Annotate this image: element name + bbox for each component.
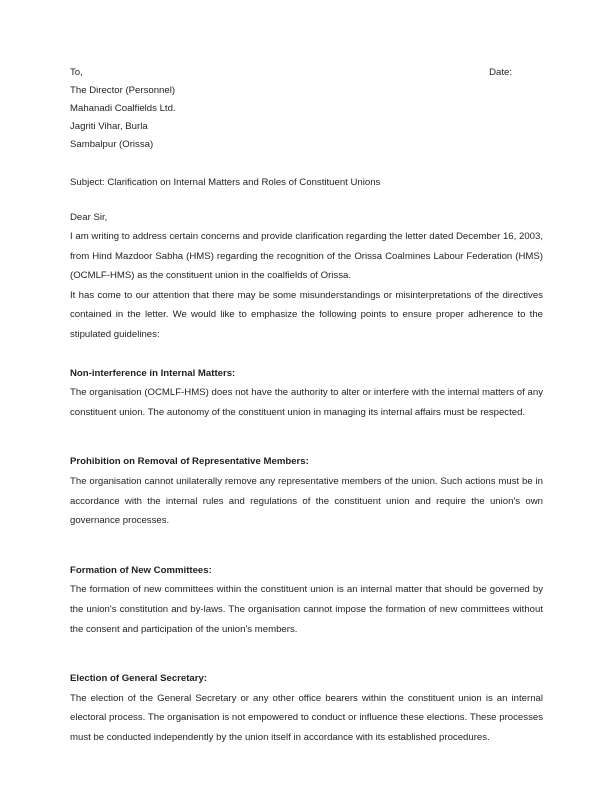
salutation: Dear Sir, xyxy=(70,212,108,223)
section-heading-4: Election of General Secretary: xyxy=(70,673,208,685)
section-formation-committees xyxy=(70,561,543,639)
section-body-3: The formation of new committees within the constituent union is an internal matter that should be governed by the union's constitution and by-laws. The organisation cannot impose the formation of new committees without the consent and participation of the union's members. xyxy=(70,584,543,635)
section-non-interference xyxy=(70,364,543,423)
section-prohibition-removal xyxy=(70,452,543,530)
section-heading-1: Non-interference in Internal Matters: xyxy=(70,367,236,379)
address-line-3: Jagriti Vihar, Burla xyxy=(70,121,148,132)
address-line-2: Mahanadi Coalfields Ltd. xyxy=(70,103,176,114)
body-paragraph-2: It has come to our attention that there may be some misunderstandings or misinterpretations of the directives contained in the letter. We would like to emphasize the following points to ensure proper adherence to the stipulated guidelines: xyxy=(70,289,543,340)
section-body-2: The organisation cannot unilaterally remove any representative members of the union. Such actions must be in accordance with the internal rules and regulations of the constituent union and require the union's own governance processes. xyxy=(70,475,543,527)
letter-header xyxy=(70,64,543,82)
section-body-4: The election of the General Secretary or any other office bearers within the constituent union is an internal electoral process. The organisation is not empowered to conduct or influence these elections. These processes must be conducted independently by the union itself in accordance with its established procedures. xyxy=(70,692,543,743)
section-election-general-secretary xyxy=(70,669,543,747)
recipient-address-block xyxy=(70,82,543,154)
body-paragraph-1: I am writing to address certain concerns and provide clarification regarding the letter dated December 16, 2003, from Hind Mazdoor Sabha (HMS) regarding the recognition of the Orissa Coalmines Labour Federation (HMS) (OCMLF-HMS) as the constituent union in the coalfields of Orissa. xyxy=(70,231,543,282)
letter-content xyxy=(70,64,543,747)
section-heading-2: Prohibition on Removal of Representative Members: xyxy=(70,456,309,468)
section-heading-3: Formation of New Committees: xyxy=(70,564,212,576)
recipient-to-label: To, xyxy=(70,67,83,78)
address-line-1: The Director (Personnel) xyxy=(70,85,176,96)
date-label: Date: xyxy=(489,67,512,78)
subject-line: Subject: Clarification on Internal Matters and Roles of Constituent Unions xyxy=(70,177,381,188)
section-body-1: The organisation (OCMLF-HMS) does not have the authority to alter or interfere with the internal matters of any constituent union. The autonomy of the constituent union in managing its internal affairs must be respected. xyxy=(70,387,543,418)
address-line-4: Sambalpur (Orissa) xyxy=(70,139,154,150)
